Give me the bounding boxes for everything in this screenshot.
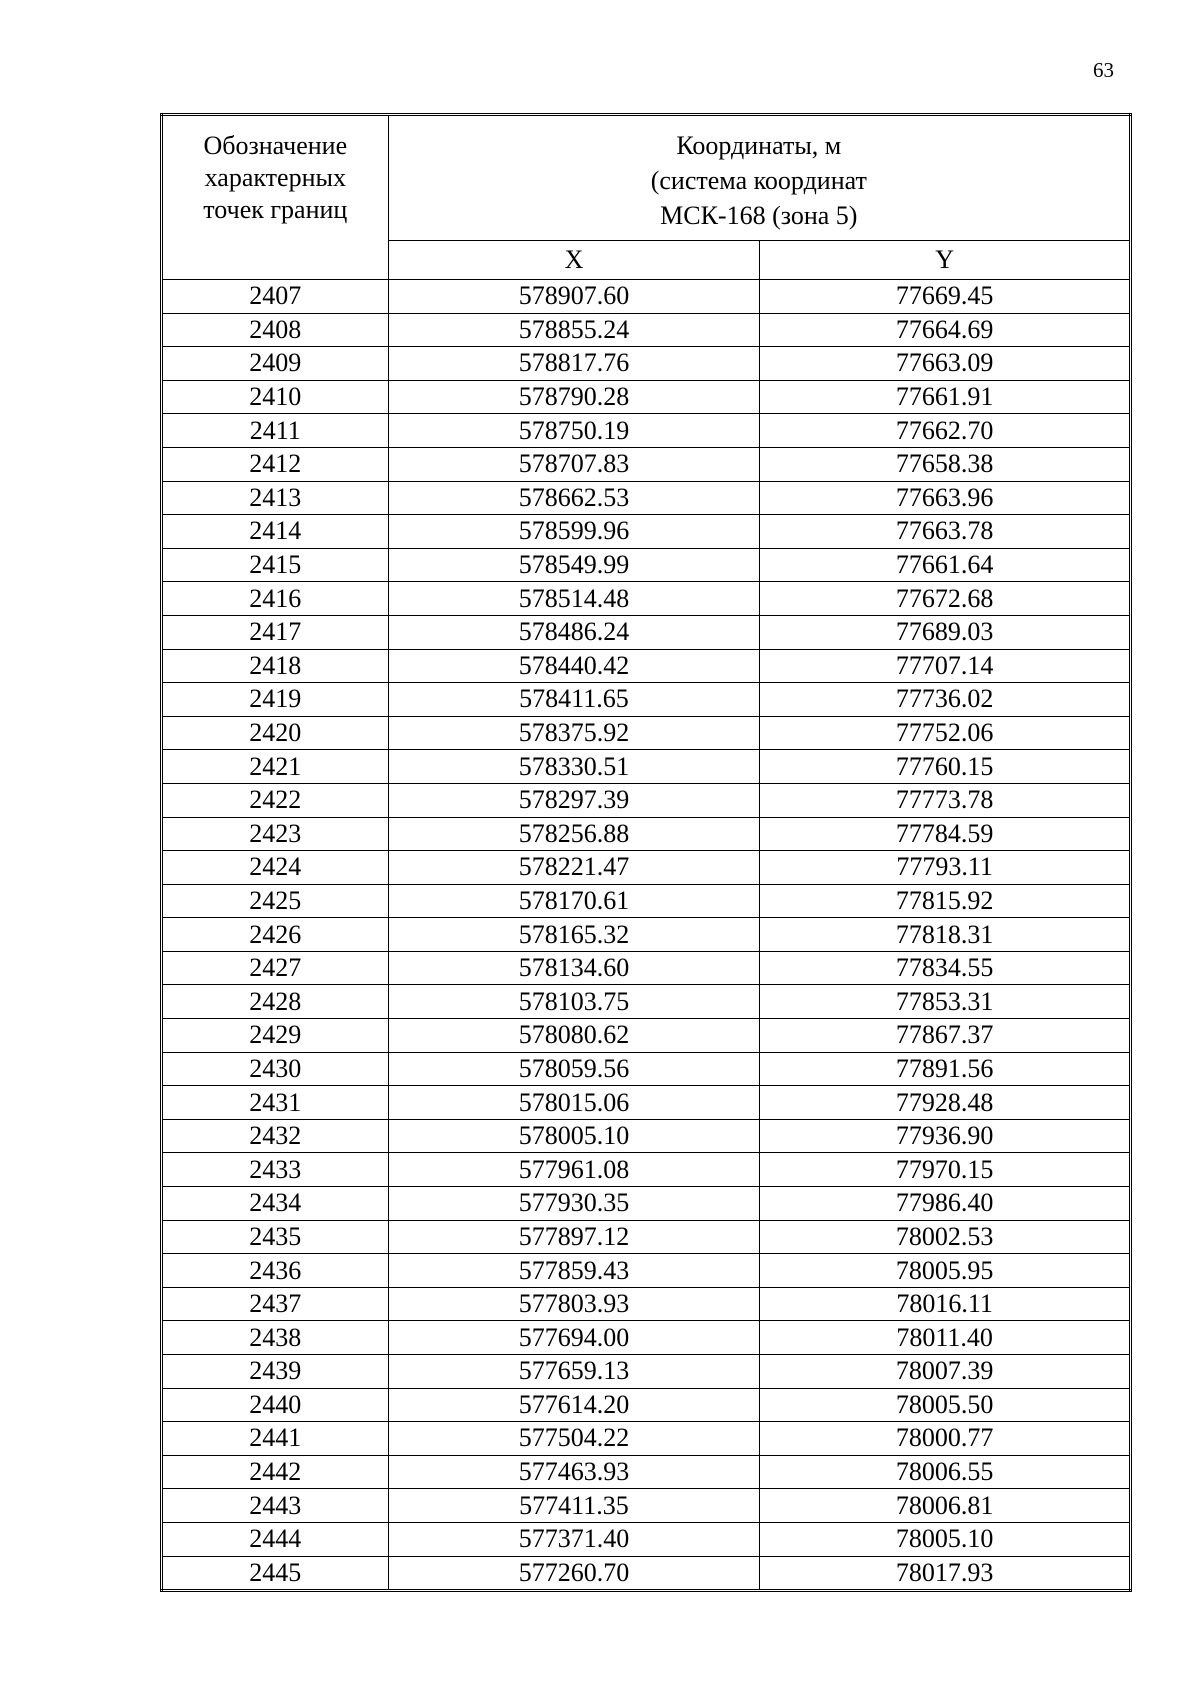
y-coordinate-cell: 77936.90 [760, 1119, 1131, 1153]
point-number-cell: 2431 [162, 1086, 389, 1120]
y-coordinate-cell: 77662.70 [760, 414, 1131, 448]
table-row [162, 447, 1131, 481]
x-coordinate-cell: 578486.24 [388, 615, 760, 649]
table-row [162, 683, 1131, 717]
table-row [162, 783, 1131, 817]
x-coordinate-cell: 578440.42 [388, 649, 760, 683]
point-number-cell: 2412 [162, 447, 389, 481]
point-number-cell: 2415 [162, 548, 389, 582]
point-number-cell: 2444 [162, 1522, 389, 1556]
x-coordinate-cell: 578790.28 [388, 380, 760, 414]
point-number-cell: 2426 [162, 918, 389, 952]
point-number-cell: 2413 [162, 481, 389, 515]
coordinates-table [160, 113, 1132, 1592]
point-number-cell: 2441 [162, 1422, 389, 1456]
y-coordinate-cell: 78005.50 [760, 1388, 1131, 1422]
table-row [162, 1355, 1131, 1389]
y-coordinate-cell: 77784.59 [760, 817, 1131, 851]
point-number-cell: 2437 [162, 1287, 389, 1321]
coords-header-line: Координаты, м [676, 131, 842, 160]
table-row [162, 985, 1131, 1019]
point-number-cell: 2414 [162, 515, 389, 549]
table-row [162, 1388, 1131, 1422]
table-row [162, 1321, 1131, 1355]
table-row [162, 1556, 1131, 1591]
point-number-cell: 2421 [162, 750, 389, 784]
table-body [162, 280, 1131, 1591]
table-row [162, 649, 1131, 683]
table-row [162, 1119, 1131, 1153]
point-header-line: характерных [204, 163, 346, 192]
y-coordinate-cell: 77669.45 [760, 280, 1131, 314]
x-coordinate-cell: 578059.56 [388, 1052, 760, 1086]
x-coordinate-cell: 577694.00 [388, 1321, 760, 1355]
point-number-cell: 2438 [162, 1321, 389, 1355]
table-row [162, 951, 1131, 985]
x-coordinate-cell: 577371.40 [388, 1522, 760, 1556]
x-coordinate-cell: 578514.48 [388, 582, 760, 616]
table-row [162, 1287, 1131, 1321]
point-number-cell: 2418 [162, 649, 389, 683]
table-row [162, 280, 1131, 314]
y-coordinate-cell: 78005.10 [760, 1522, 1131, 1556]
x-coordinate-cell: 578599.96 [388, 515, 760, 549]
table-row [162, 1153, 1131, 1187]
y-column-header: Y [760, 241, 1131, 280]
coords-header-line: (система координат [650, 166, 867, 195]
point-number-cell: 2429 [162, 1019, 389, 1053]
x-coordinate-cell: 578015.06 [388, 1086, 760, 1120]
point-number-cell: 2428 [162, 985, 389, 1019]
x-coordinate-cell: 578907.60 [388, 280, 760, 314]
y-coordinate-cell: 77736.02 [760, 683, 1131, 717]
point-number-cell: 2425 [162, 884, 389, 918]
y-coordinate-cell: 77818.31 [760, 918, 1131, 952]
table-row [162, 1019, 1131, 1053]
point-number-cell: 2424 [162, 851, 389, 885]
y-coordinate-cell: 78007.39 [760, 1355, 1131, 1389]
y-coordinate-cell: 77672.68 [760, 582, 1131, 616]
point-number-cell: 2439 [162, 1355, 389, 1389]
x-coordinate-cell: 578707.83 [388, 447, 760, 481]
y-coordinate-cell: 77664.69 [760, 313, 1131, 347]
point-number-cell: 2409 [162, 347, 389, 381]
y-coordinate-cell: 77663.78 [760, 515, 1131, 549]
point-number-cell: 2435 [162, 1220, 389, 1254]
point-number-cell: 2408 [162, 313, 389, 347]
coords-header-line: МСК-168 (зона 5) [660, 201, 858, 230]
table-header [162, 115, 1131, 280]
x-coordinate-cell: 578330.51 [388, 750, 760, 784]
x-coordinate-cell: 577897.12 [388, 1220, 760, 1254]
point-number-cell: 2410 [162, 380, 389, 414]
x-coordinate-cell: 578817.76 [388, 347, 760, 381]
y-coordinate-cell: 77661.64 [760, 548, 1131, 582]
table-row [162, 1422, 1131, 1456]
point-number-cell: 2423 [162, 817, 389, 851]
table-row [162, 1455, 1131, 1489]
table-row [162, 582, 1131, 616]
y-coordinate-cell: 77773.78 [760, 783, 1131, 817]
table-row [162, 851, 1131, 885]
x-coordinate-cell: 578170.61 [388, 884, 760, 918]
x-coordinate-cell: 577614.20 [388, 1388, 760, 1422]
table-row [162, 414, 1131, 448]
point-number-cell: 2434 [162, 1187, 389, 1221]
table-row [162, 380, 1131, 414]
y-coordinate-cell: 77815.92 [760, 884, 1131, 918]
y-coordinate-cell: 78006.55 [760, 1455, 1131, 1489]
y-coordinate-cell: 78002.53 [760, 1220, 1131, 1254]
page-number: 63 [1093, 58, 1114, 82]
table-row [162, 615, 1131, 649]
x-coordinate-cell: 578221.47 [388, 851, 760, 885]
table-row [162, 1522, 1131, 1556]
x-coordinate-cell: 578134.60 [388, 951, 760, 985]
y-coordinate-cell: 77760.15 [760, 750, 1131, 784]
x-coordinate-cell: 578103.75 [388, 985, 760, 1019]
point-header-line: Обозначение [203, 131, 348, 160]
y-coordinate-cell: 77793.11 [760, 851, 1131, 885]
point-number-cell: 2442 [162, 1455, 389, 1489]
x-coordinate-cell: 578005.10 [388, 1119, 760, 1153]
point-number-cell: 2433 [162, 1153, 389, 1187]
point-number-cell: 2430 [162, 1052, 389, 1086]
x-coordinate-cell: 578297.39 [388, 783, 760, 817]
x-coordinate-cell: 577504.22 [388, 1422, 760, 1456]
table-row [162, 716, 1131, 750]
x-coordinate-cell: 578080.62 [388, 1019, 760, 1053]
table-row [162, 515, 1131, 549]
table-row [162, 918, 1131, 952]
y-coordinate-cell: 77867.37 [760, 1019, 1131, 1053]
y-coordinate-cell: 77689.03 [760, 615, 1131, 649]
table-row [162, 1086, 1131, 1120]
y-coordinate-cell: 77752.06 [760, 716, 1131, 750]
y-coordinate-cell: 77970.15 [760, 1153, 1131, 1187]
y-coordinate-cell: 77663.09 [760, 347, 1131, 381]
point-number-cell: 2416 [162, 582, 389, 616]
table-row [162, 1187, 1131, 1221]
table-row [162, 1220, 1131, 1254]
x-coordinate-cell: 578411.65 [388, 683, 760, 717]
table-row [162, 1254, 1131, 1288]
point-number-cell: 2420 [162, 716, 389, 750]
point-header-line: точек границ [203, 195, 348, 224]
point-number-cell: 2417 [162, 615, 389, 649]
x-coordinate-cell: 577930.35 [388, 1187, 760, 1221]
x-coordinate-cell: 578165.32 [388, 918, 760, 952]
table-row [162, 884, 1131, 918]
table-row [162, 313, 1131, 347]
x-coordinate-cell: 577463.93 [388, 1455, 760, 1489]
coordinates-header [388, 115, 1130, 241]
y-coordinate-cell: 78011.40 [760, 1321, 1131, 1355]
y-coordinate-cell: 77707.14 [760, 649, 1131, 683]
y-coordinate-cell: 77853.31 [760, 985, 1131, 1019]
point-number-cell: 2432 [162, 1119, 389, 1153]
y-coordinate-cell: 77891.56 [760, 1052, 1131, 1086]
y-coordinate-cell: 77986.40 [760, 1187, 1131, 1221]
y-coordinate-cell: 77663.96 [760, 481, 1131, 515]
x-coordinate-cell: 578855.24 [388, 313, 760, 347]
point-number-cell: 2440 [162, 1388, 389, 1422]
x-coordinate-cell: 578375.92 [388, 716, 760, 750]
y-coordinate-cell: 77834.55 [760, 951, 1131, 985]
table-row [162, 548, 1131, 582]
table-row [162, 817, 1131, 851]
table-row [162, 347, 1131, 381]
y-coordinate-cell: 77928.48 [760, 1086, 1131, 1120]
x-coordinate-cell: 577260.70 [388, 1556, 760, 1591]
x-coordinate-cell: 577961.08 [388, 1153, 760, 1187]
x-coordinate-cell: 578662.53 [388, 481, 760, 515]
x-column-header: X [388, 241, 760, 280]
y-coordinate-cell: 77658.38 [760, 447, 1131, 481]
point-number-cell: 2436 [162, 1254, 389, 1288]
point-number-cell: 2407 [162, 280, 389, 314]
point-designation-header [162, 115, 389, 280]
x-coordinate-cell: 578256.88 [388, 817, 760, 851]
x-coordinate-cell: 578750.19 [388, 414, 760, 448]
point-number-cell: 2445 [162, 1556, 389, 1591]
x-coordinate-cell: 577411.35 [388, 1489, 760, 1523]
x-coordinate-cell: 578549.99 [388, 548, 760, 582]
point-number-cell: 2411 [162, 414, 389, 448]
x-coordinate-cell: 577859.43 [388, 1254, 760, 1288]
y-coordinate-cell: 77661.91 [760, 380, 1131, 414]
point-number-cell: 2419 [162, 683, 389, 717]
y-coordinate-cell: 78016.11 [760, 1287, 1131, 1321]
y-coordinate-cell: 78000.77 [760, 1422, 1131, 1456]
table-row [162, 1489, 1131, 1523]
y-coordinate-cell: 78006.81 [760, 1489, 1131, 1523]
table-row [162, 1052, 1131, 1086]
point-number-cell: 2443 [162, 1489, 389, 1523]
x-coordinate-cell: 577803.93 [388, 1287, 760, 1321]
y-coordinate-cell: 78005.95 [760, 1254, 1131, 1288]
x-coordinate-cell: 577659.13 [388, 1355, 760, 1389]
table-row [162, 750, 1131, 784]
y-coordinate-cell: 78017.93 [760, 1556, 1131, 1591]
point-number-cell: 2427 [162, 951, 389, 985]
point-number-cell: 2422 [162, 783, 389, 817]
table-row [162, 481, 1131, 515]
